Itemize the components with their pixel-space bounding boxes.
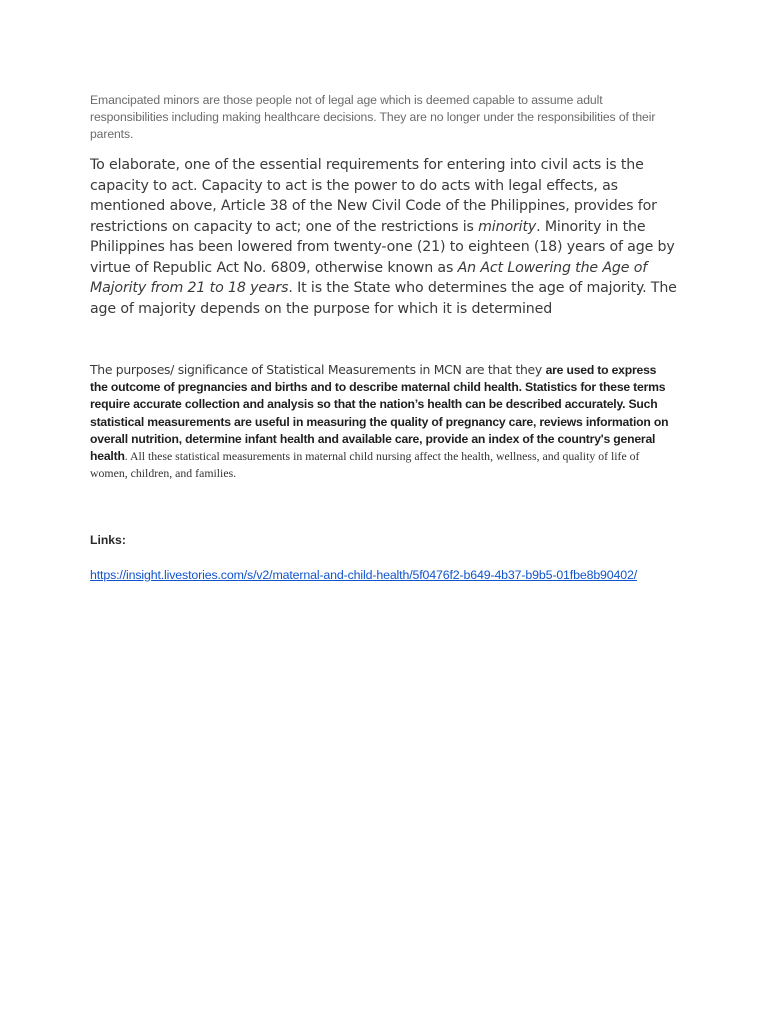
p3-bold-text: are used to express the outcome of pregnancies and births and to describe maternal child health. Statistics for these terms require accurate collection and analysis so that the nation’s health can be described accurately. Such statistical measurements are useful in measuring the quality of pregnancy care, reviews information on overall nutrition, determine infant health and available care, provide an index of the country's general health (90, 363, 669, 464)
p2-italic-act-title: An Act Lowering the Age of Majority from 21 to 18 years (90, 259, 648, 296)
p2-text-1: To elaborate, one of the essential requirements for entering into civil acts is the capacity to act. Capacity to act is the power to do acts with legal effects, as mentioned above, Article 38 of the New Civil Code of the Philippines, provides for restrictions on capacity to act; one of the restrictions is (90, 157, 657, 235)
statistical-measurements-paragraph (90, 361, 670, 482)
p3-serif-text: . All these statistical measurements in maternal child nursing affect the health, wellness, and quality of life of women, children, and families. (90, 449, 640, 481)
livestories-link[interactable]: https://insight.livestories.com/s/v2/maternal-and-child-health/5f0476f2-b649-4b37-b9b5-01fbe8b90402/ (90, 568, 638, 582)
p2-text-3: . It is the State who determines the age of majority. The age of majority depends on the purpose for which it is determined (90, 280, 677, 317)
links-label: Links: (90, 533, 126, 547)
capacity-to-act-paragraph (90, 155, 680, 319)
emancipated-minors-paragraph: Emancipated minors are those people not of legal age which is deemed capable to assume adult responsibilities including making healthcare decisions. They are no longer under the responsibilities of their parents. (90, 93, 656, 141)
p3-lead-text: The purposes/ significance of Statistical Measurements in MCN are that they (90, 362, 546, 377)
p2-italic-minority: minority (478, 218, 537, 235)
p2-text-2: . Minority in the Philippines has been lowered from twenty-one (21) to eighteen (18) years of age by virtue of Republic Act No. 6809, otherwise known as (90, 218, 675, 276)
